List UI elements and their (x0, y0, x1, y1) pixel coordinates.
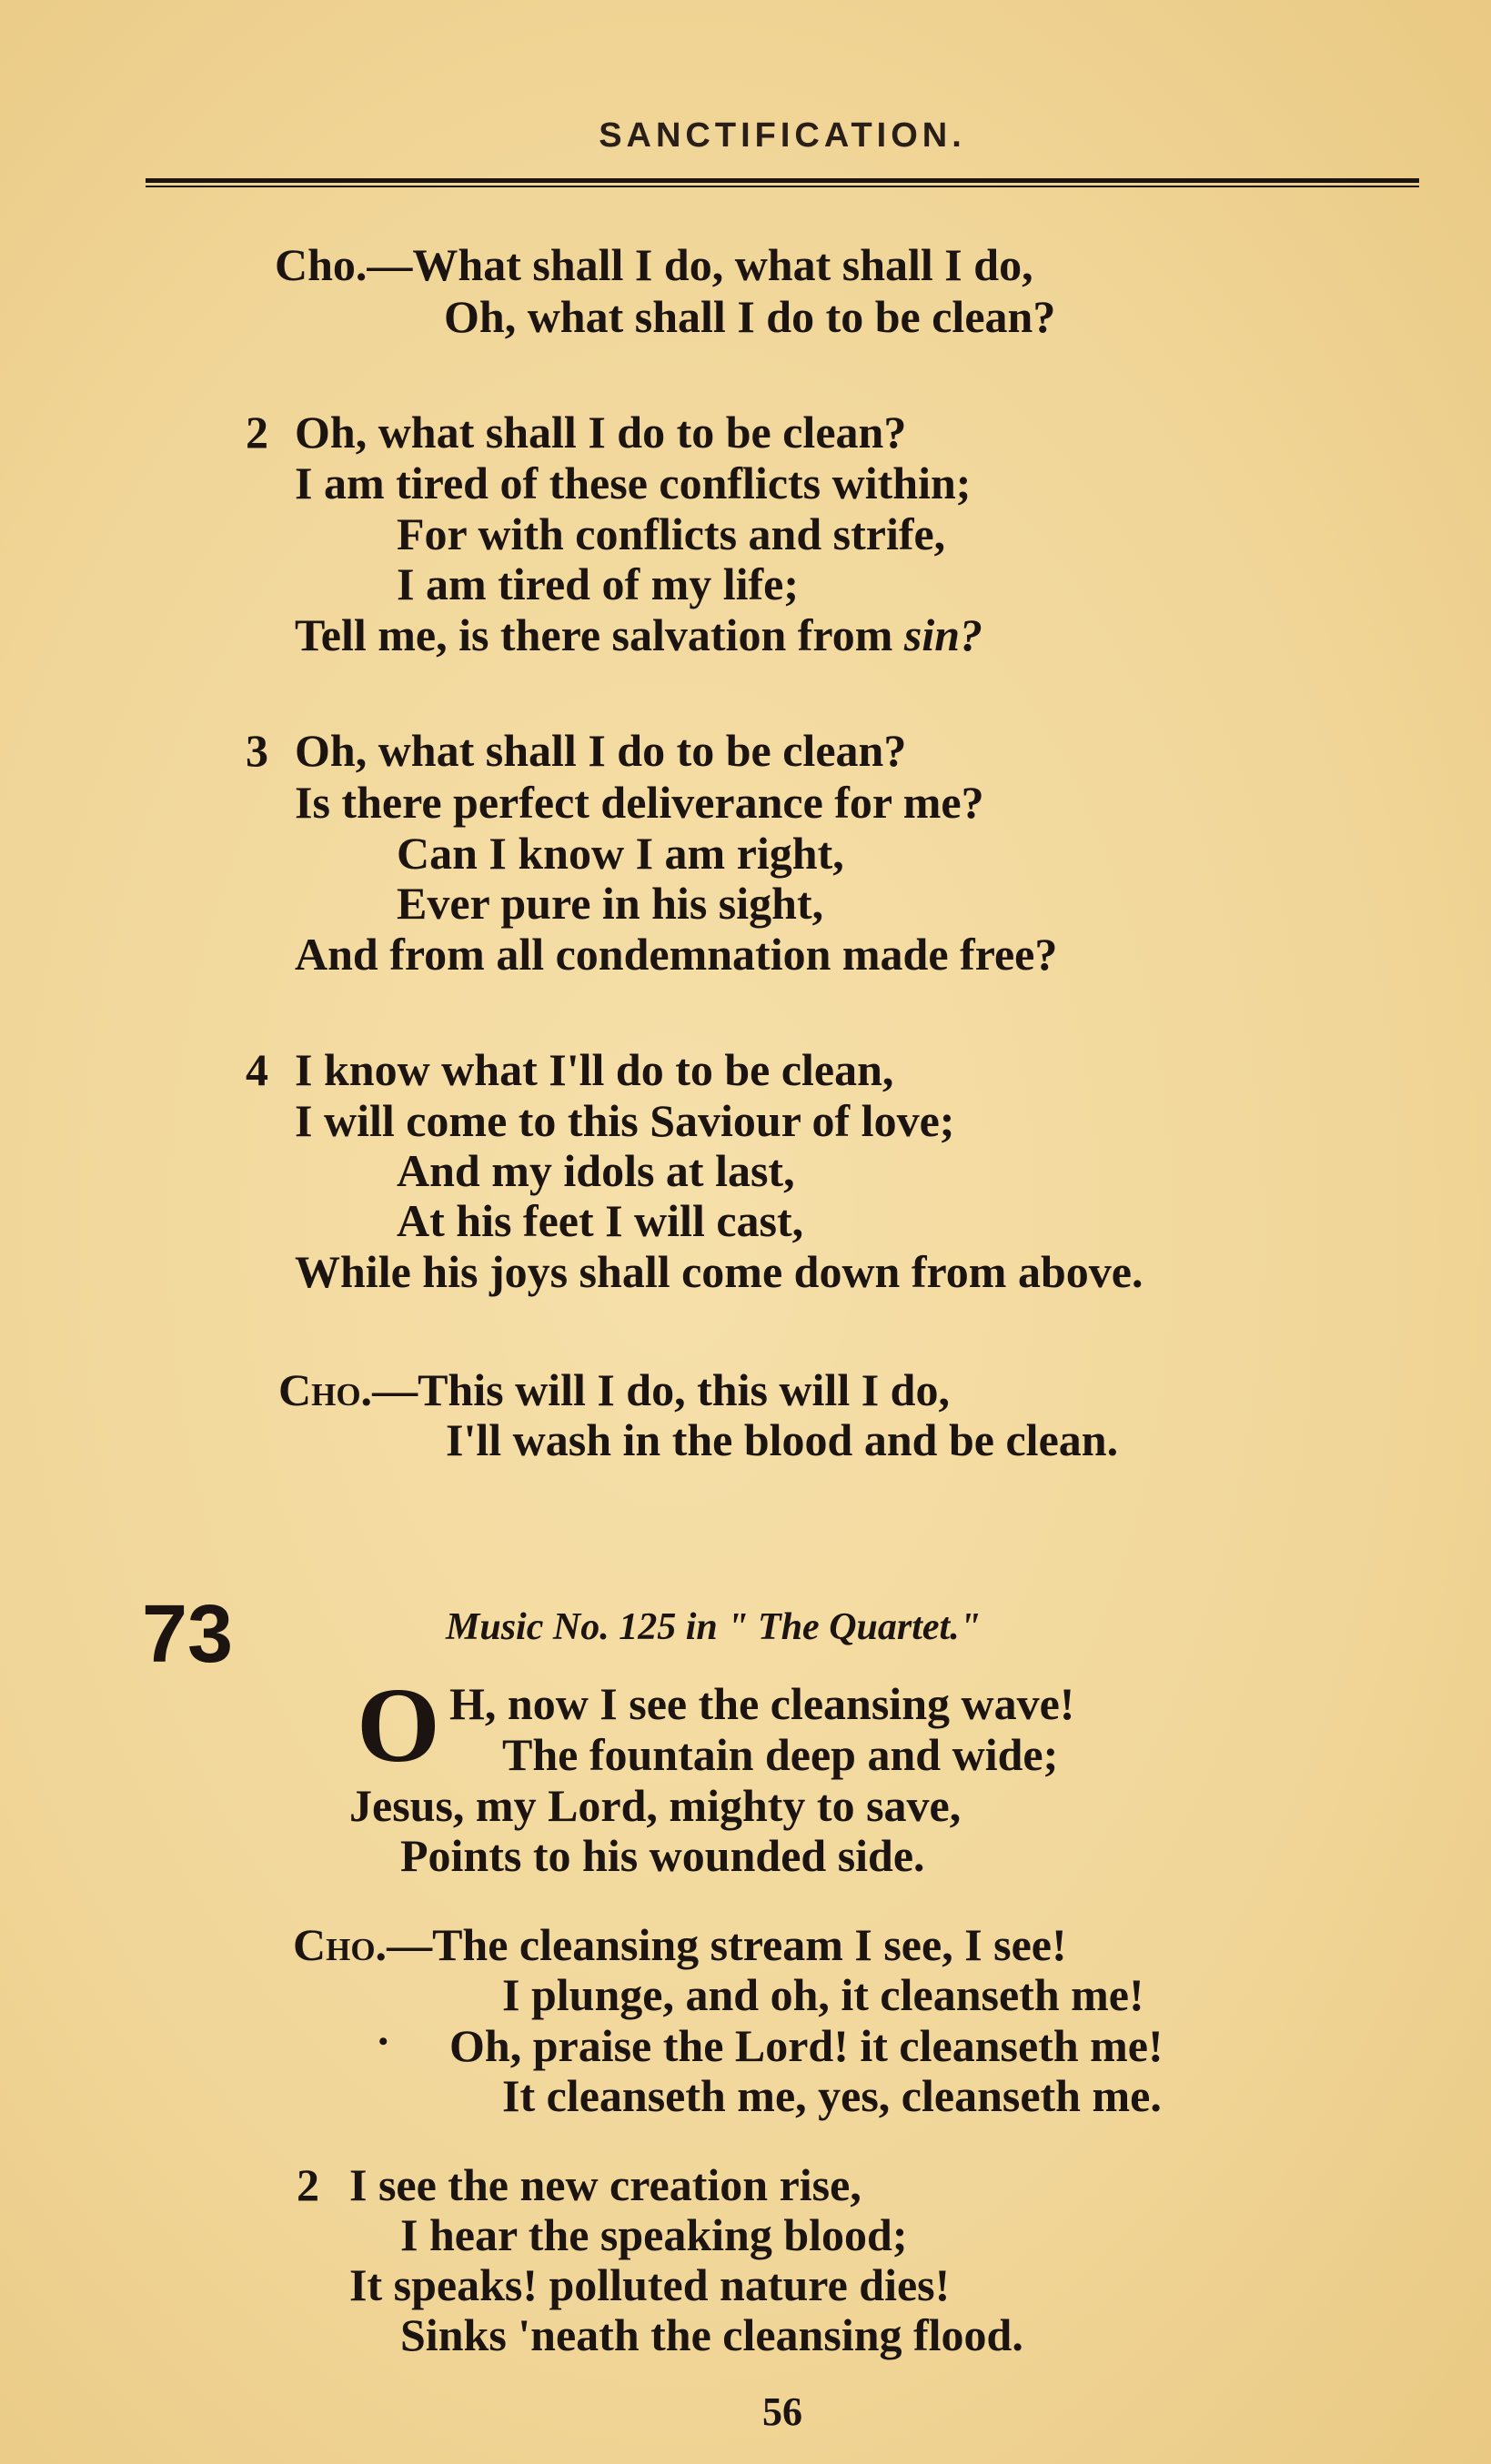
verse-number: 2 (246, 407, 268, 458)
verse-number: 4 (246, 1044, 268, 1095)
verse-line: Oh, what shall I do to be clean? (295, 407, 907, 458)
header-rule-thin (146, 186, 1419, 187)
verse-line: Points to his wounded side. (400, 1830, 925, 1881)
running-header: SANCTIFICATION. (599, 116, 966, 155)
verse-line: Ever pure in his sight, (397, 878, 824, 929)
chorus-label: Cho. (275, 239, 368, 290)
page-number: 56 (762, 2389, 802, 2434)
verse-line: I will come to this Saviour of love; (295, 1095, 955, 1146)
verse-line: Sinks 'neath the cleansing flood. (400, 2309, 1023, 2360)
verse-line: The fountain deep and wide; (502, 1729, 1059, 1780)
chorus-line: Oh, praise the Lord! it cleanseth me! (449, 2020, 1164, 2071)
verse-number: 2 (297, 2159, 319, 2210)
verse-line: I see the new creation rise, (349, 2159, 861, 2210)
verse-line: It speaks! polluted nature dies! (349, 2259, 951, 2310)
chorus-line: I plunge, and oh, it cleanseth me! (502, 1969, 1144, 2020)
verse-line: And from all condemnation made free? (295, 929, 1058, 980)
verse-line: H, now I see the cleansing wave! (449, 1678, 1075, 1729)
chorus-line: Cho.—This will I do, this will I do, (278, 1364, 950, 1415)
verse-line: I am tired of these conflicts within; (295, 458, 972, 508)
hymn-number: 73 (142, 1589, 234, 1680)
header-rule-thick (146, 178, 1419, 183)
verse-line: Tell me, is there salvation from sin? (295, 609, 983, 660)
verse-line: Oh, what shall I do to be clean? (295, 725, 907, 776)
chorus-line: I'll wash in the blood and be clean. (446, 1414, 1119, 1465)
verse-number: 3 (246, 725, 268, 776)
verse-line: At his feet I will cast, (397, 1195, 804, 1246)
verse-line: I am tired of my life; (397, 558, 800, 609)
verse-line: Can I know I am right, (397, 828, 844, 879)
margin-bullet: • (378, 2027, 388, 2057)
emphasized-word: sin? (903, 609, 983, 660)
chorus-label: Cho. (293, 1919, 388, 1970)
music-reference: Music No. 125 in " The Quartet." (446, 1606, 982, 1648)
chorus-line: It cleanseth me, yes, cleanseth me. (502, 2070, 1162, 2121)
verse-line: Jesus, my Lord, mighty to save, (349, 1780, 962, 1831)
verse-line: Is there perfect deliverance for me? (295, 777, 984, 828)
drop-cap: O (357, 1665, 440, 1785)
verse-line: While his joys shall come down from above. (295, 1246, 1143, 1297)
chorus-line: Oh, what shall I do to be clean? (444, 291, 1056, 342)
verse-line: For with conflicts and strife, (397, 508, 946, 559)
verse-line: And my idols at last, (397, 1145, 795, 1196)
chorus-label: Cho. (278, 1364, 373, 1415)
chorus-line: Cho.—The cleansing stream I see, I see! (293, 1919, 1067, 1970)
verse-line: I hear the speaking blood; (400, 2209, 908, 2260)
verse-line: I know what I'll do to be clean, (295, 1044, 894, 1095)
chorus-line: Cho.—What shall I do, what shall I do, (275, 239, 1033, 290)
